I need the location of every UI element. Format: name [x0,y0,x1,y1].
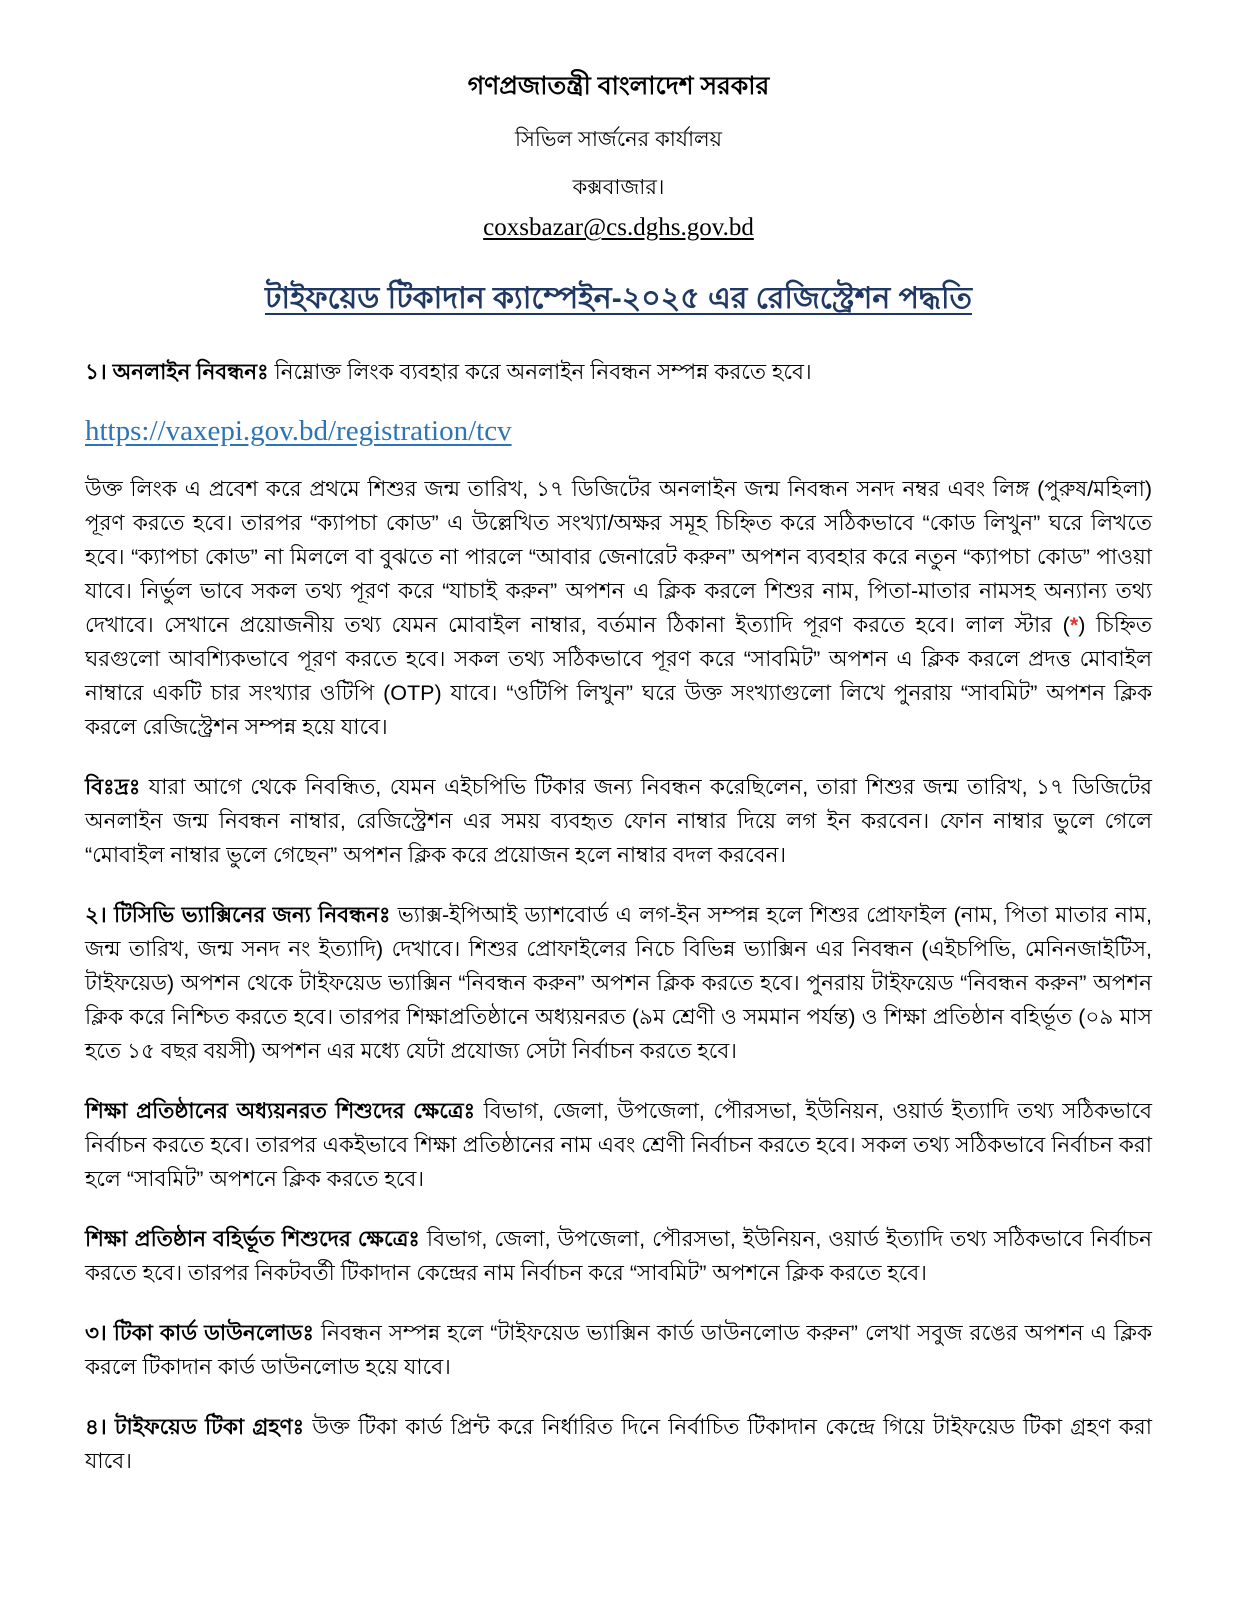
section1-heading: ১। অনলাইন নিবন্ধনঃ [85,360,269,384]
section1-text: নিম্নোক্ত লিংক ব্যবহার করে অনলাইন নিবন্ধন সম্পন্ন করতে হবে। [268,360,812,384]
section4-heading: ৪। টাইফয়েড টিকা গ্রহণঃ [85,1415,305,1439]
registration-steps-text-after-star: ) চিহ্নিত ঘরগুলো আবশ্যিকভাবে পূরণ করতে হবে। সকল তথ্য সঠিকভাবে পূরণ করে “সাবমিট” অপশন এ ক্লিক করলে প্রদত্ত মোবাইল নাম্বারে একটি চার সংখ্যার ওটিপি (OTP) যাবে। “ওটিপি লিখুন” ঘরে উক্ত সংখ্যাগুলো লিখে পুনরায় “সাবমিট” অপশন ক্লিক করলে রেজিস্ট্রেশন সম্পন্ন হয়ে যাবে। [85,613,1152,739]
email-line [85,214,1152,242]
paragraph-out-of-school-children [85,1222,1152,1290]
registration-steps-text-before-star: উক্ত লিংক এ প্রবেশ করে প্রথমে শিশুর জন্ম তারিখ, ১৭ ডিজিটের অনলাইন জন্ম নিবন্ধন সনদ নম্বর এবং লিঙ্গ (পুরুষ/মহিলা) পূরণ করতে হবে। তারপর “ক্যাপচা কোড” এ উল্লেখিত সংখ্যা/অক্ষর সমূহ চিহ্নিত করে সঠিকভাবে “কোড লিখুন” ঘরে লিখতে হবে। “ক্যাপচা কোড” না মিললে বা বুঝতে না পারলে “আবার জেনারেট করুন” অপশন ব্যবহার করে নতুন “ক্যাপচা কোড” পাওয়া যাবে। নির্ভুল ভাবে সকল তথ্য পূরণ করে “যাচাই করুন” অপশন এ ক্লিক করলে শিশুর নাম, পিতা-মাতার নামসহ অন্যান্য তথ্য দেখাবে। সেখানে প্রয়োজনীয় তথ্য যেমন মোবাইল নাম্বার, বর্তমান ঠিকানা ইত্যাদি পূরণ করতে হবে। লাল স্টার ( [85,477,1152,637]
out-of-school-heading: শিক্ষা প্রতিষ্ঠান বহির্ভূত শিশুদের ক্ষেত্রেঃ [85,1227,420,1251]
in-school-text: বিভাগ, জেলা, উপজেলা, পৌরসভা, ইউনিয়ন, ওয়ার্ড ইত্যাদি তথ্য সঠিকভাবে নির্বাচন করতে হবে। তারপর একইভাবে শিক্ষা প্রতিষ্ঠানের নাম এবং শ্রেণী নির্বাচন করতে হবে। সকল তথ্য সঠিকভাবে নির্বাচন করা হলে “সাবমিট” অপশনে ক্লিক করতে হবে। [85,1099,1152,1191]
section4-text: উক্ত টিকা কার্ড প্রিন্ট করে নির্ধারিত দিনে নির্বাচিত টিকাদান কেন্দ্রে গিয়ে টাইফয়েড টিকা গ্রহণ করা যাবে। [85,1415,1152,1473]
paragraph-tcv-vaccine-registration [85,898,1152,1068]
paragraph-note [85,770,1152,872]
section3-text: নিবন্ধন সম্পন্ন হলে “টাইফয়েড ভ্যাক্সিন কার্ড ডাউনলোড করুন” লেখা সবুজ রঙের অপশন এ ক্লিক করলে টিকাদান কার্ড ডাউনলোড হয়ে যাবে। [85,1321,1152,1379]
government-name: গণপ্রজাতন্ত্রী বাংলাদেশ সরকার [467,72,770,100]
registration-url-link[interactable]: https://vaxepi.gov.bd/registration/tcv [85,415,512,447]
document-title: টাইফয়েড টিকাদান ক্যাম্পেইন-২০২৫ এর রেজিস্ট্রেশন পদ্ধতি [264,282,973,315]
section2-text: ভ্যাক্স-ইপিআই ড্যাশবোর্ড এ লগ-ইন সম্পন্ন হলে শিশুর প্রোফাইল (নাম, পিতা মাতার নাম, জন্ম তারিখ, জন্ম সনদ নং ইত্যাদি) দেখাবে। শিশুর প্রোফাইলের নিচে বিভিন্ন ভ্যাক্সিন এর নিবন্ধন (এইচপিভি, মেনিনজাইটিস, টাইফয়েড) অপশন থেকে টাইফয়েড ভ্যাক্সিন “নিবন্ধন করুন” অপশন ক্লিক করতে হবে। পুনরায় টাইফয়েড “নিবন্ধন করুন” অপশন ক্লিক করে নিশ্চিত করতে হবে। তারপর শিক্ষাপ্রতিষ্ঠানে অধ্যয়নরত (৯ম শ্রেণী ও সমমান পর্যন্ত) ও শিক্ষা প্রতিষ্ঠান বহির্ভূত (০৯ মাস হতে ১৫ বছর বয়সী) অপশন এর মধ্যে যেটা প্রযোজ্য সেটা নির্বাচন করতে হবে। [85,903,1152,1063]
note-text: যারা আগে থেকে নিবন্ধিত, যেমন এইচপিভি টিকার জন্য নিবন্ধন করেছিলেন, তারা শিশুর জন্ম তারিখ, ১৭ ডিজিটের অনলাইন জন্ম নিবন্ধন নাম্বার, রেজিস্ট্রেশন এর সময় ব্যবহৃত ফোন নাম্বার দিয়ে লগ ইন করবেন। ফোন নাম্বার ভুলে গেলে “মোবাইল নাম্বার ভুলে গেছেন” অপশন ক্লিক করে প্রয়োজন হলে নাম্বার বদল করবেন। [85,775,1152,867]
district-name: কক্সবাজার। [572,176,665,199]
office-name: সিভিল সার্জনের কার্যালয় [514,128,723,151]
office-email-link[interactable]: coxsbazar@cs.dghs.gov.bd [483,214,754,241]
paragraph-registration-steps [85,472,1152,744]
document-header [85,66,1152,242]
registration-link-line [85,415,1152,448]
required-star-mark: * [1069,613,1079,637]
paragraph-online-registration [85,355,1152,389]
paragraph-in-school-children [85,1094,1152,1196]
out-of-school-text: বিভাগ, জেলা, উপজেলা, পৌরসভা, ইউনিয়ন, ওয়ার্ড ইত্যাদি তথ্য সঠিকভাবে নির্বাচন করতে হবে। তারপর নিকটবর্তী টিকাদান কেন্দ্রের নাম নির্বাচন করে “সাবমিট” অপশনে ক্লিক করতে হবে। [85,1227,1152,1285]
section3-heading: ৩। টিকা কার্ড ডাউনলোডঃ [85,1321,314,1345]
document-title-wrap [85,274,1152,325]
paragraph-typhoid-vaccine-receive [85,1410,1152,1478]
section2-heading: ২। টিসিভি ভ্যাক্সিনের জন্য নিবন্ধনঃ [85,903,391,927]
paragraph-vaccine-card-download [85,1316,1152,1384]
note-heading: বিঃদ্রঃ [85,775,141,799]
in-school-heading: শিক্ষা প্রতিষ্ঠানের অধ্যয়নরত শিশুদের ক্ষেত্রেঃ [85,1099,476,1123]
